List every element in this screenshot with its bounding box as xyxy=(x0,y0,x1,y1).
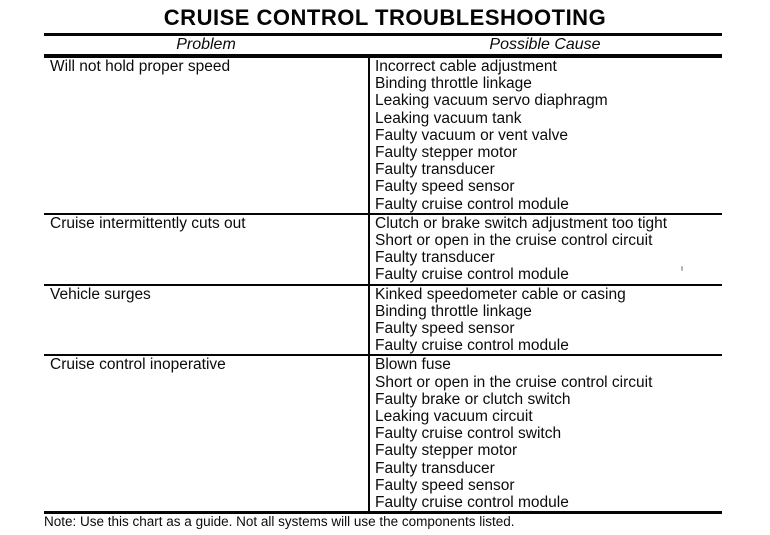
cause-item: Binding throttle linkage xyxy=(375,75,532,93)
cause-item: Faulty stepper motor xyxy=(375,442,518,460)
cause-item: Faulty cruise control module xyxy=(375,337,569,355)
cause-item: Clutch or brake switch adjustment too tight xyxy=(375,214,668,232)
cause-item: Faulty cruise control module xyxy=(375,195,569,213)
table-row-cruise-cuts-out xyxy=(44,215,722,286)
cause-item: Leaking vacuum servo diaphragm xyxy=(375,92,608,110)
column-header-possible-cause: Possible Cause xyxy=(489,36,601,53)
table-row-cruise-inoperative xyxy=(44,356,722,511)
cause-item: Binding throttle linkage xyxy=(375,302,532,320)
cause-item: Faulty transducer xyxy=(375,161,495,179)
cause-item: Faulty stepper motor xyxy=(375,144,518,162)
cause-item: Faulty cruise control module xyxy=(375,266,569,284)
scan-artifact-mark xyxy=(681,266,683,271)
table-body xyxy=(44,58,722,511)
cause-item: Faulty speed sensor xyxy=(375,320,515,338)
table-row-will-not-hold-speed xyxy=(44,58,722,215)
table-row-vehicle-surges xyxy=(44,286,722,357)
footnote: Note: Use this chart as a guide. Not all systems will use the components listed. xyxy=(44,514,515,529)
cause-item: Short or open in the cruise control circuit xyxy=(375,232,653,250)
troubleshooting-table xyxy=(44,33,722,514)
cause-item: Faulty cruise control module xyxy=(375,494,569,512)
cause-item: Faulty speed sensor xyxy=(375,476,515,494)
cause-item: Leaking vacuum circuit xyxy=(375,408,533,426)
cause-item: Faulty cruise control switch xyxy=(375,425,562,443)
causes-cell xyxy=(368,215,722,284)
cause-item: Faulty brake or clutch switch xyxy=(375,390,571,408)
cause-item: Faulty transducer xyxy=(375,249,495,267)
cause-item: Blown fuse xyxy=(375,356,451,374)
cause-item: Faulty transducer xyxy=(375,459,495,477)
causes-cell xyxy=(368,356,722,511)
cause-item: Faulty speed sensor xyxy=(375,178,515,196)
cause-item: Faulty vacuum or vent valve xyxy=(375,126,568,144)
causes-cell xyxy=(368,286,722,355)
cause-item: Short or open in the cruise control circuit xyxy=(375,373,653,391)
problem-cell: Cruise intermittently cuts out xyxy=(50,214,246,232)
cause-item: Leaking vacuum tank xyxy=(375,109,522,127)
column-header-problem: Problem xyxy=(176,36,236,53)
causes-cell xyxy=(368,58,722,213)
table-header-row xyxy=(44,36,722,54)
cause-item: Kinked speedometer cable or casing xyxy=(375,285,626,303)
problem-cell: Cruise control inoperative xyxy=(50,356,226,374)
problem-cell: Will not hold proper speed xyxy=(50,58,231,75)
cause-item: Incorrect cable adjustment xyxy=(375,58,557,75)
page-title: CRUISE CONTROL TROUBLESHOOTING xyxy=(163,5,607,30)
problem-cell: Vehicle surges xyxy=(50,285,151,303)
